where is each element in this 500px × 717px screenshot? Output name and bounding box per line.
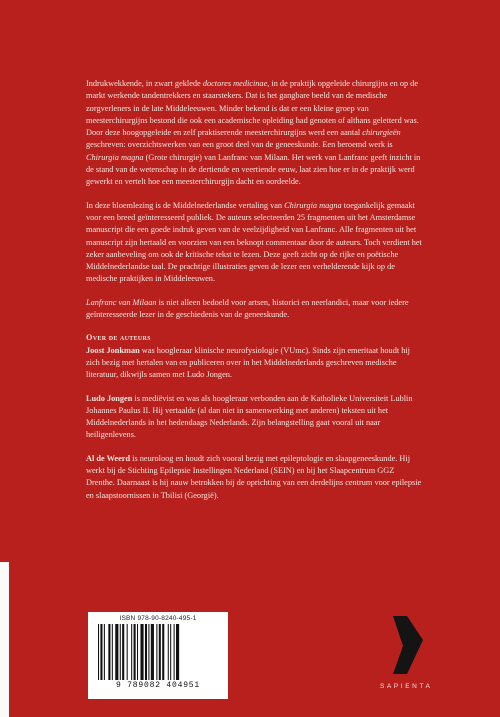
barcode-bars (96, 624, 220, 680)
blurb-paragraph-1: Indrukwekkende, in zwart geklede doctores medicinae, in de praktijk opgeleide chirurgijns en op de markt werkende tandentrekkers en staarstekers. Dat is het gangbare beeld van de medische zorgverleners in de late Middeleeuwen. Minder bekend is dat er een kleine groep van meesterchirurgijns bestond die ook een academische opleiding had genoten of althans geletterd was. Door deze hoogopgeleide en zelf praktiserende meesterchirurgijns werd een aantal chirurgieën geschreven: overzichtswerken van een groot deel van de geneeskunde. Een beroemd werk is Chirurgia magna (Grote chirurgie) van Lanfranc van Milaan. Het werk van Lanfranc geeft inzicht in de stand van de wetenschap in de dertiende en veertiende eeuw, laat zien hoe er in de praktijk werd gewerkt en vertelt hoe een meesterchirurgijn dacht en oordeelde. (86, 79, 421, 187)
author-bio-jonkman: Joost Jonkman was hoogleraar klinische neurofysiologie (VUmc). Sinds zijn emeritaat houdt hij zich bezig met hertalen van en publiceren over in het Middelnederlands geschreven medische literatuur, dikwijls samen met Ludo Jongen. (86, 345, 410, 380)
isbn-barcode (88, 612, 228, 699)
barcode-digits: 9 789082 404951 (115, 681, 200, 690)
author-bio-jongen: Ludo Jongen is mediëvist en was als hoogleraar verbonden aan de Katholieke Universiteit Lublin Johannes Paulus II. Hij vertaalde (al dan niet in samenwerking met anderen) teksten uit het Middelnederlands in het hedendaags Nederlands. Zijn belangstelling gaat vooral uit naar heiligenlevens. (86, 393, 413, 440)
isbn-label: ISBN 978-90-8240-495-1 (119, 615, 197, 622)
blurb-paragraph-2: In deze bloemlezing is de Middelnederlandse vertaling van Chirurgia magna toegankelijk gemaakt voor een breed geïnteresseerd publiek. De auteurs selecteerden 25 fragmenten uit het Amsterdamse manuscript die een goede indruk geven van de veelzijdigheid van Lanfranc. Alle fragmenten uit het manuscript zijn hertaald en voorzien van een beknopt commentaar door de auteurs. Toch verdient het zeker aanbeveling om ook de kritische tekst te lezen. Deze geeft zicht op de rijke en poëtische Middelnederlandse taal. De prachtige illustraties geven de lezer een verhelderende kijk op de medische praktijken in Middeleeuwen. (86, 200, 422, 284)
publisher-name: SAPIENTA (380, 683, 433, 690)
author-bio-de-weerd: Al de Weerd is neuroloog en houdt zich vooral bezig met epileptologie en slaapgeneeskunde. Hij werkt bij de Stichting Epilepsie Instellingen Nederland (SEIN) en bij het Slaapcentrum GGZ Drenthe. Daarnaast is hij nauw betrokken bij de oprichting van een derdelijns centrum voor epilepsie en slaapstoornissen in Tbilisi (Georgië). (86, 453, 422, 500)
back-cover-text (86, 78, 422, 513)
authors-heading: Over de auteurs (86, 333, 151, 343)
white-edge-strip (0, 562, 9, 717)
blurb-paragraph-3: Lanfranc van Milaan is niet alleen bedoeld voor artsen, historici en neerlandici, maar voor iedere geïnteresseerde lezer in de geschiedenis van de geneeskunde. (86, 297, 409, 320)
chevron-arrow-logo-icon (393, 616, 423, 674)
